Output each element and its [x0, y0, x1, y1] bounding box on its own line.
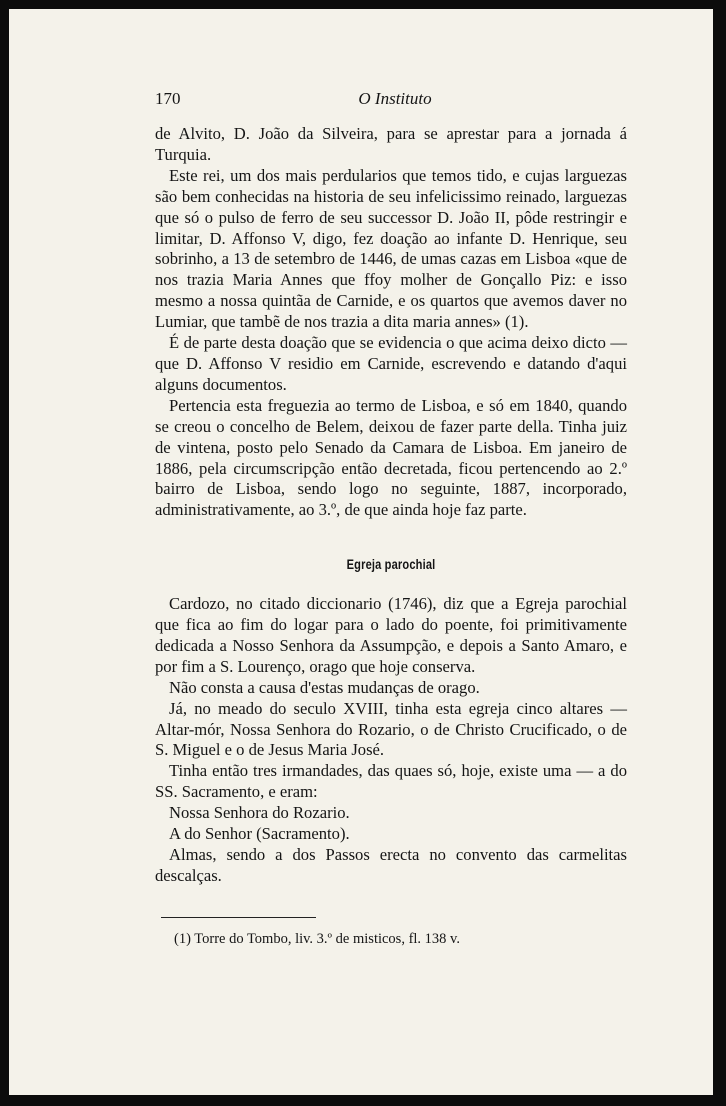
body-paragraph: Não consta a causa d'estas mudanças de orago.: [169, 677, 480, 697]
list-item: Almas, sendo a dos Passos erecta no convento das carmelitas descalças.: [155, 845, 627, 885]
body-paragraph: Pertencia esta freguezia ao termo de Lisboa, e só em 1840, quando se creou o concelho de Belem, deixou de fazer parte della. Tinha juiz de vintena, posto pelo Senado da Camara de Lisboa. Em janeiro de 1886, pela circumscripção então decretada, ficou pertencendo ao 2.º bairro de Lisboa, sendo logo no seguinte, 1887, incorporado, administrativamente, ao 3.º, de que ainda hoje faz parte.: [155, 395, 627, 520]
section-heading: Egreja parochial: [346, 557, 436, 573]
list-item: A do Senhor (Sacramento).: [169, 824, 350, 844]
body-paragraph: Cardozo, no citado diccionario (1746), diz que a Egreja parochial que fica ao fim do logar para o lado do poente, foi primitivamente dedicada a Nosso Senhora da Assumpção, e depois a Santo Amaro, e por fim a S. Lourenço, orago que hoje conserva.: [155, 594, 627, 676]
body-paragraph: Este rei, um dos mais perdularios que temos tido, e cujas larguezas são bem conhecidas na historia de seu infelicissimo reinado, larguezas que só o pulso de ferro de seu successor D. João II, pôde restringir e limitar, D. Affonso V, digo, fez doação ao infante D. Henrique, seu sobrinho, a 13 de setembro de 1446, de umas cazas em Lisboa «que de nos trazia Maria Annes que ffoy molher de Gonçallo Piz: e isso mesmo a nossa quintãa de Carnide, e os quartos que avemos daver no Lumiar, que tambẽ de nos trazia a dita maria annes» (1).: [155, 165, 627, 332]
body-paragraph: de Alvito, D. João da Silveira, para se aprestar para a jornada á Turquia.: [155, 124, 627, 164]
body-paragraph: É de parte desta doação que se evidencia o que acima deixo dicto — que D. Affonso V residio em Carnide, escrevendo e datando d'aqui alguns documentos.: [155, 333, 627, 394]
body-paragraph: Tinha então tres irmandades, das quaes só, hoje, existe uma — a do SS. Sacramento, e eram:: [155, 761, 627, 802]
body-paragraph: Já, no meado do seculo XVIII, tinha esta egreja cinco altares — Altar-mór, Nossa Senhora do Rozario, o de Christo Crucificado, o de S. Miguel e o de Jesus Maria José.: [155, 698, 627, 760]
page-number: 170: [155, 89, 181, 108]
book-page: [9, 9, 713, 1095]
list-item: Nossa Senhora do Rozario.: [169, 803, 350, 823]
running-title: O Instituto: [358, 89, 432, 108]
footnote-divider: [161, 917, 316, 918]
page-header: [155, 89, 635, 115]
main-text: [155, 124, 627, 887]
footnote: (1) Torre do Tombo, liv. 3.º de misticos, fl. 138 v.: [174, 931, 460, 947]
